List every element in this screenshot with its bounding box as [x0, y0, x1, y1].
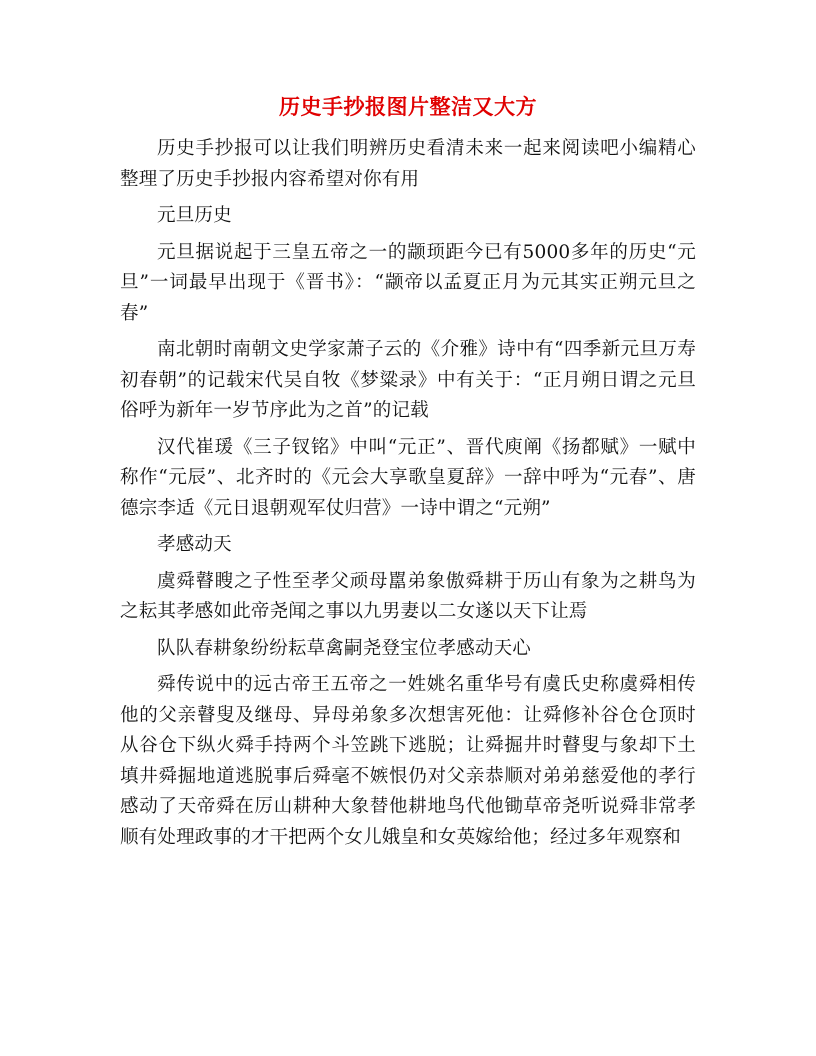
body-paragraph: 南北朝时南朝文史学家萧子云的《介雅》诗中有“四季新元旦万寿初春朝”的记载宋代吴自牧《梦粱录》中有关于：“正月朔日谓之元旦俗呼为新年一岁节序此为之首”的记载 [120, 339, 696, 421]
intro-paragraph: 历史手抄报可以让我们明辨历史看清未来一起来阅读吧小编精心整理了历史手抄报内容希望对你有用 [120, 138, 696, 190]
body-paragraph: 汉代崔瑗《三子钗铭》中叫“元正”、晋代庾阐《扬都赋》一赋中称作“元辰”、北齐时的《元会大享歌皇夏辞》一辞中呼为“元春”、唐德宗李适《元日退朝观军仗归营》一诗中谓之“元朔” [120, 436, 696, 519]
section-heading-new-year-history: 元旦历史 [157, 205, 232, 226]
document-title: 历史手抄报图片整洁又大方 [279, 94, 537, 119]
body-paragraph: 舜传说中的远古帝王五帝之一姓姚名重华号有虞氏史称虞舜相传他的父亲瞽叟及继母、异母弟象多次想害死他：让舜修补谷仓仓顶时从谷仓下纵火舜手持两个斗笠跳下逃脱；让舜掘井时瞽叟与象却下土填井舜掘地道逃脱事后舜毫不嫉恨仍对父亲恭顺对弟弟慈爱他的孝行感动了天帝舜在厉山耕种大象替他耕地鸟代他锄草帝尧听说舜非常孝顺有处理政事的才干把两个女儿娥皇和女英嫁给他；经过多年观察和 [120, 674, 696, 848]
verse-line: 队队春耕象纷纷耘草禽嗣尧登宝位孝感动天心 [157, 637, 532, 659]
body-paragraph: 虞舜瞽瞍之子性至孝父顽母嚚弟象傲舜耕于历山有象为之耕鸟为之耘其孝感如此帝尧闻之事以九男妻以二女遂以天下让焉 [120, 570, 696, 622]
body-paragraph: 元旦据说起于三皇五帝之一的颛顼距今已有5000多年的历史“元旦”一词最早出现于《晋书》：“颛帝以孟夏正月为元其实正朔元旦之春” [120, 241, 696, 324]
section-heading-filial-piety: 孝感动天 [157, 534, 232, 555]
